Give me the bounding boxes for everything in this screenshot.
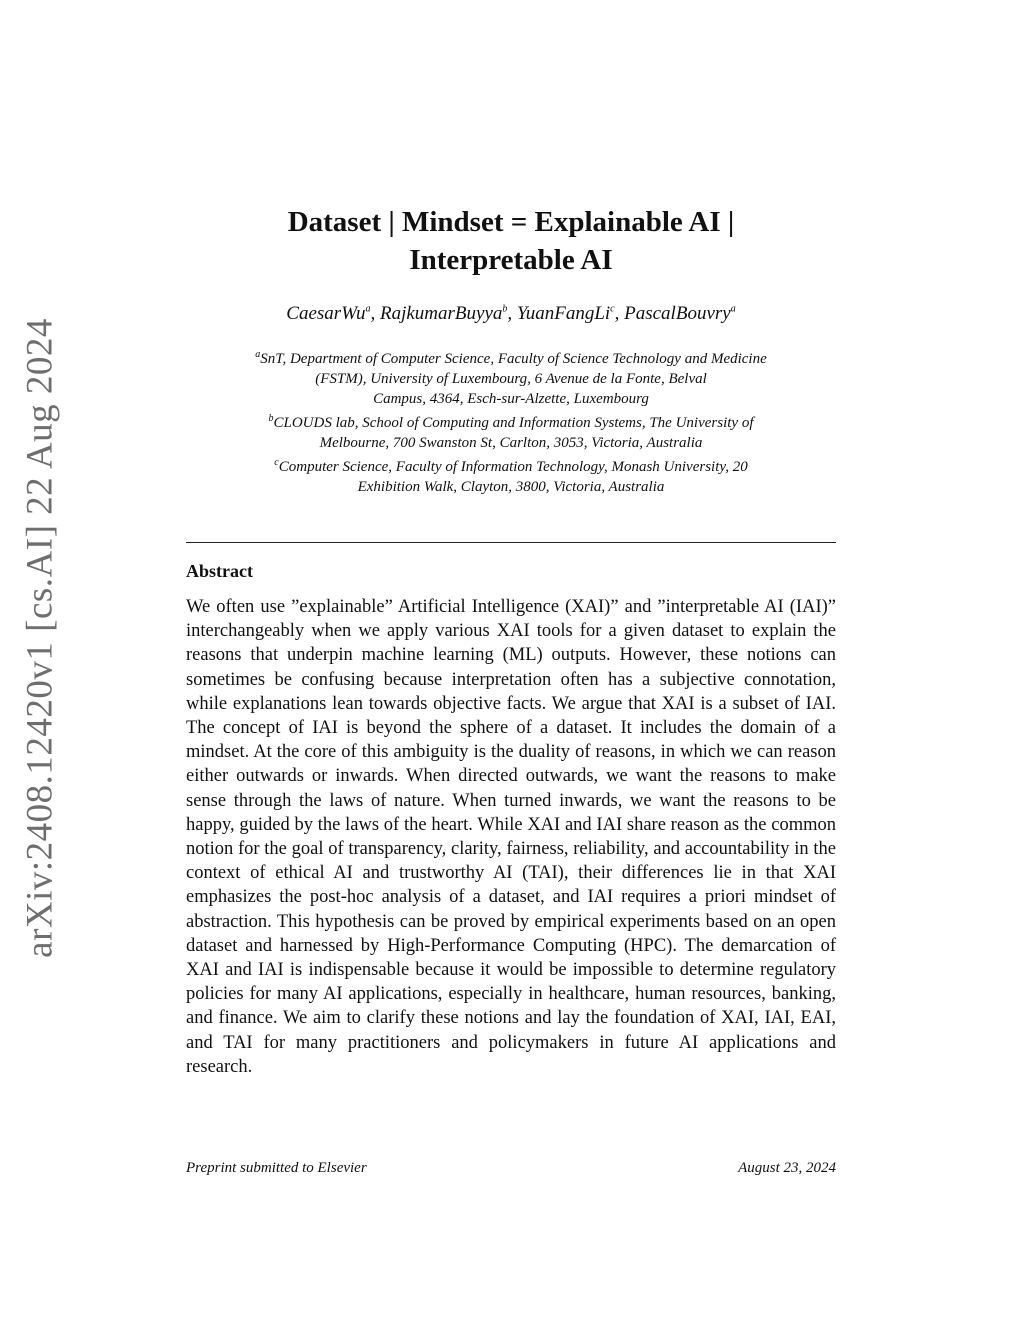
affiliation-line: Exhibition Walk, Clayton, 3800, Victoria, Australia — [357, 479, 665, 495]
affiliation-line: Campus, 4364, Esch-sur-Alzette, Luxembourg — [373, 391, 649, 407]
affiliation-mark: c — [274, 457, 279, 468]
title-line-1: Dataset | Mindset = Explainable AI | — [287, 206, 735, 238]
author-list: CaesarWu$^a$, RajkumarBuyya$^b$, YuanFangLi$^c$, PascalBouvry$^a$ — [286, 303, 736, 324]
author-affil-mark: c — [610, 303, 615, 315]
title-line-2: Interpretable AI — [409, 244, 613, 276]
author-affil-mark: a — [730, 303, 736, 315]
preprint-date: August 23, 2024 — [738, 1160, 836, 1176]
affiliation-line: Melbourne, 700 Swanston St, Carlton, 3053, Victoria, Australia — [319, 435, 703, 451]
abstract-heading: Abstract — [186, 561, 253, 581]
paper-title — [186, 203, 836, 279]
affiliation-line: $^b$CLOUDS lab, School of Computing and Information Systems, The University of — [268, 413, 754, 431]
author-name: CaesarWu — [286, 303, 366, 324]
affiliation-line: (FSTM), University of Luxembourg, 6 Avenue de la Fonte, Belval — [315, 371, 707, 387]
arxiv-sidebar — [0, 0, 80, 1325]
author-affil-mark: b — [502, 303, 508, 315]
affiliation-mark: a — [255, 349, 261, 360]
author-name: YuanFangLi — [516, 303, 611, 324]
affiliation-line: $^a$SnT, Department of Computer Science, Faculty of Science Technology and Medicine — [255, 349, 767, 367]
author-affil-mark: a — [365, 303, 371, 315]
abstract-body: We often use ”explainable” Artificial Intelligence (XAI)” and ”interpretable AI (IAI)” interchangeably when we apply various XAI tools for a given dataset to explain the reasons that underpin machine learning (ML) outputs. However, these notions can sometimes be confusing because interpretation often has a subjective connotation, while explanations lean towards objective facts. We argue that XAI is a subset of IAI. The concept of IAI is beyond the sphere of a dataset. It includes the domain of a mindset. At the core of this ambiguity is the duality of reasons, in which we can reason either outwards or inwards. When directed outwards, we want the reasons to make sense through the laws of nature. When turned inwards, we want the reasons to be happy, guided by the laws of the heart. While XAI and IAI share reason as the common notion for the goal of transparency, clarity, fairness, reliability, and accountability in the context of ethical AI and trustworthy AI (TAI), their differences lie in that XAI emphasizes the post-hoc analysis of a dataset, and IAI requires a priori mindset of abstraction. This hypothesis can be proved by empirical experiments based on an open dataset and harnessed by High-Performance Computing (HPC). The demarcation of XAI and IAI is indispensable because it would be impossible to determine regulatory policies for many AI applications, especially in healthcare, human resources, banking, and finance. We aim to clarify these notions and lay the foundation of XAI, IAI, EAI, and TAI for many practitioners and policymakers in future AI applications and research. — [186, 597, 836, 1077]
arxiv-identifier: arXiv:2408.12420v1 [cs.AI] 22 Aug 2024 — [19, 318, 61, 958]
abstract-divider — [186, 542, 836, 543]
author-name: PascalBouvry — [624, 303, 731, 324]
preprint-note: Preprint submitted to Elsevier — [186, 1160, 367, 1176]
affiliation-mark: b — [268, 413, 274, 424]
author-name: RajkumarBuyya — [379, 303, 503, 324]
affiliation-line: $^c$Computer Science, Faculty of Information Technology, Monash University, 20 — [274, 457, 748, 475]
affiliations — [186, 345, 836, 497]
